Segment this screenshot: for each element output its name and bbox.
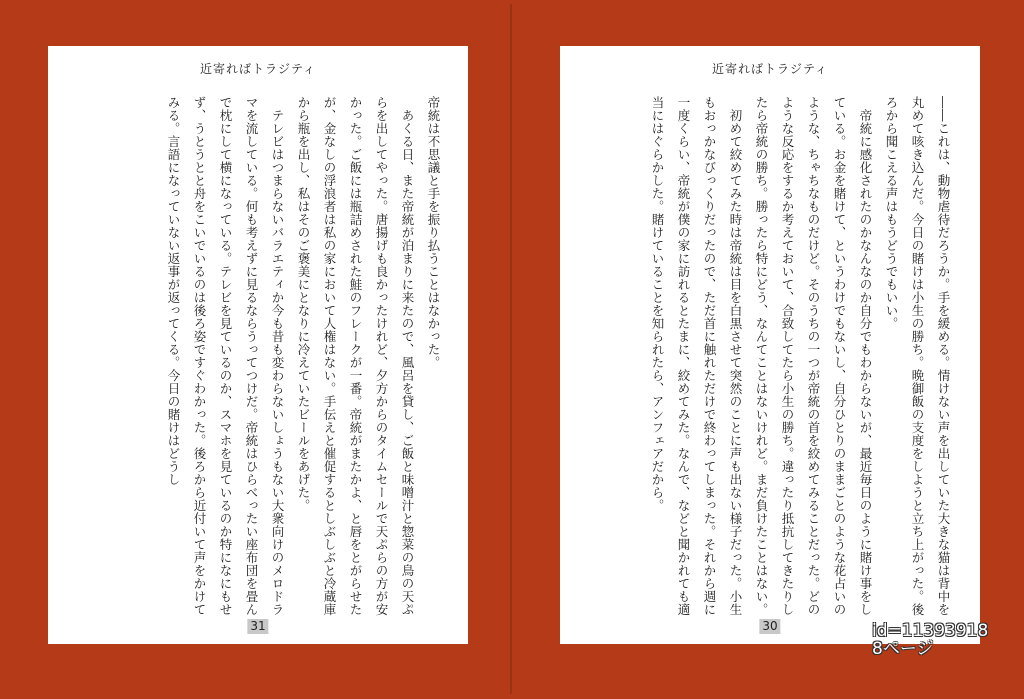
book-gutter	[510, 4, 512, 694]
left-page-body	[76, 96, 446, 616]
right-page-body	[586, 96, 956, 616]
work-id-overlay	[872, 622, 988, 658]
page-number-right: 30	[759, 619, 780, 634]
running-head-right: 近寄ればトラジティ	[711, 62, 829, 76]
right-page	[560, 46, 980, 644]
paragraph: あくる日、また帝統が泊まりに来たので、風呂を貸し、ご飯と味噌汁と惣菜の鳥の天ぷらを出してやった。唐揚げも良かったけれど、夕方からのタイムセールで天ぷらの方が安かった。ご飯には瓶詰めされた鮭のフレークが一番。帝統がまたかよ、と唇をとがらせたが、金なしの浮浪者は私の家において人権はない。手伝えと催促するとしぶしぶと冷蔵庫から瓶を出し、私はそのご褒美にとなりに冷えていたビールをあげた。	[296, 96, 415, 616]
paragraph: 帝統に感化されたのかなんなのか自分でもわからないが、最近毎日のように賭け事をしている。お金を賭けて、というわけでもないし、自分ひとりのままごとのような花占いのような、ちゃちなものだけど。そのうちの一つが帝統の首を絞めてみることだった。どのような反応をするか考えておいて、合致してたら小生の勝ち。違ったり抵抗してきたりしたら帝統の勝ち。勝ったら特にどう、なんてことはないけれど。まだ負けたことはない。	[754, 96, 873, 616]
work-id-label: id=11393918	[872, 621, 989, 641]
paragraph: テレビはつまらないバラエティか今も昔も変わらないしょうもない大衆向けのメロドラマを流している。何も考えずに見るならうってつけだ。帝統はひらべったい座布団を畳んで枕にして横になっている。テレビを見ているのか、スマホを見ているのか特になにもせず、うとうとと舟をこいでいるのは後ろ姿ですぐわかった。後ろから近付いて声をかけてみる。言語になっていない返事が返ってくる。今日の賭けはどうし	[166, 96, 285, 616]
paragraph: ――これは、動物虐待だろうか。手を緩める。情けない声を出していた大きな猫は背中を丸めて咳き込んだ。今日の賭けは小生の勝ち。晩御飯の支度をしようと立ち上がった。後ろから聞こえる声はもうどうでもいい。	[884, 96, 951, 616]
left-page	[48, 46, 468, 644]
paragraph: 初めて絞めてみた時は帝統は目を白黒させて突然のことに声も出ない様子だった。小生もおっかなびっくりだったので、ただ首に触れただけで終わってしまった。それから週に一度くらい、帝統が僕の家に訪れるとたまに、絞めてみた。なんで、などと聞かれても適当にはぐらかした。賭けていることを知られたら、アンフェアだから。	[650, 96, 743, 616]
page-number-left: 31	[247, 619, 268, 634]
page-count-label: 8ページ	[872, 639, 934, 659]
running-head-left: 近寄ればトラジティ	[199, 62, 317, 76]
paragraph: 帝統は不思議と手を振り払うことはなかった。	[426, 96, 441, 369]
